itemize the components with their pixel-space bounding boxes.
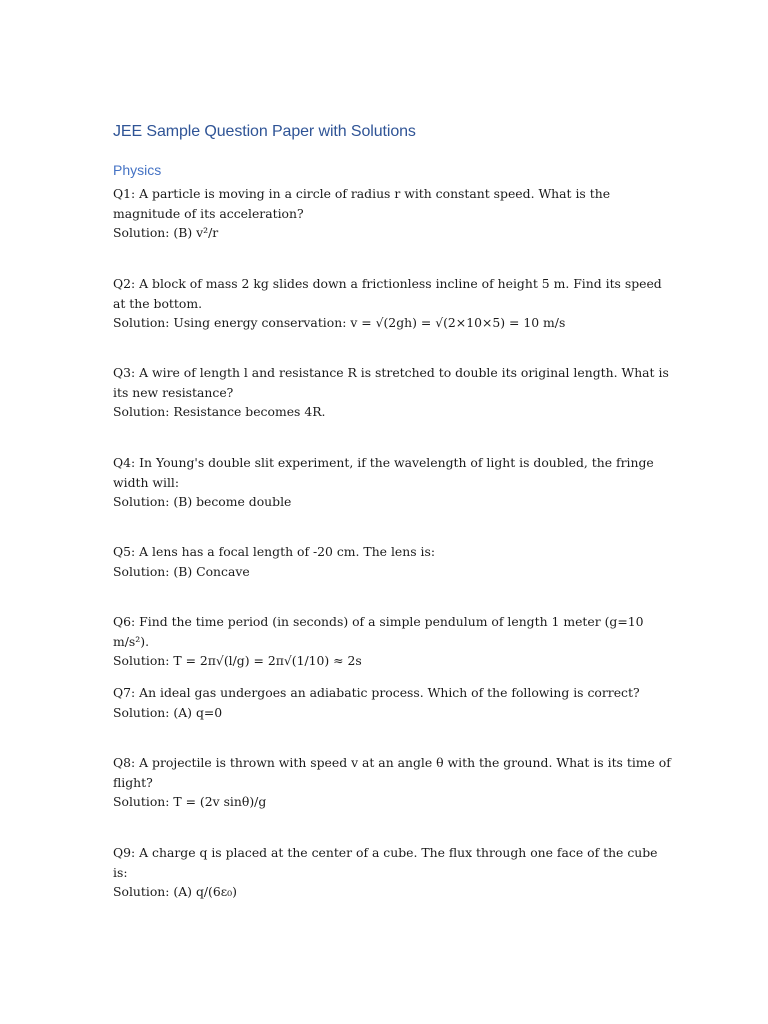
- question-block-8: [113, 753, 673, 812]
- question-block-6: [113, 612, 673, 671]
- solution-text: Solution: Resistance becomes 4R.: [113, 404, 326, 419]
- question-block-1: [113, 184, 673, 243]
- question-block-4: [113, 453, 673, 512]
- document-title: JEE Sample Question Paper with Solutions: [113, 123, 416, 140]
- question-block-7: [113, 683, 673, 722]
- question-text: Q1: A particle is moving in a circle of radius r with constant speed. What is the magnitude of its acceleration?: [113, 186, 611, 221]
- question-text: Q2: A block of mass 2 kg slides down a frictionless incline of height 5 m. Find its speed at the bottom.: [113, 276, 662, 311]
- solution-text: Solution: (B) v²/r: [113, 225, 219, 240]
- solution-text: Solution: Using energy conservation: v = √(2gh) = √(2×10×5) = 10 m/s: [113, 315, 566, 330]
- question-text: Q8: A projectile is thrown with speed v at an angle θ with the ground. What is its time of flight?: [113, 755, 671, 790]
- question-text: Q7: An ideal gas undergoes an adiabatic process. Which of the following is correct?: [113, 685, 640, 700]
- question-block-9: [113, 843, 673, 902]
- question-text: Q3: A wire of length l and resistance R is stretched to double its original length. What is its new resistance?: [113, 365, 669, 400]
- question-block-5: [113, 542, 673, 581]
- question-text: Q5: A lens has a focal length of -20 cm. The lens is:: [113, 544, 436, 559]
- solution-text: Solution: T = (2v sinθ)/g: [113, 794, 267, 809]
- solution-text: Solution: (B) become double: [113, 494, 292, 509]
- section-heading-physics: Physics: [113, 162, 162, 178]
- question-text: Q6: Find the time period (in seconds) of a simple pendulum of length 1 meter (g=10 m/s²).: [113, 614, 644, 649]
- question-block-2: [113, 274, 673, 333]
- solution-text: Solution: (B) Concave: [113, 563, 250, 579]
- question-text: Q4: In Young's double slit experiment, if the wavelength of light is doubled, the fringe width will:: [113, 455, 654, 490]
- solution-text: Solution: (A) q/(6ε₀): [113, 884, 237, 899]
- solution-text: Solution: T = 2π√(l/g) = 2π√(1/10) ≈ 2s: [113, 653, 362, 668]
- question-text: Q9: A charge q is placed at the center of a cube. The flux through one face of the cube is:: [113, 845, 658, 880]
- solution-text: Solution: (A) q=0: [113, 704, 223, 720]
- question-block-3: [113, 363, 673, 422]
